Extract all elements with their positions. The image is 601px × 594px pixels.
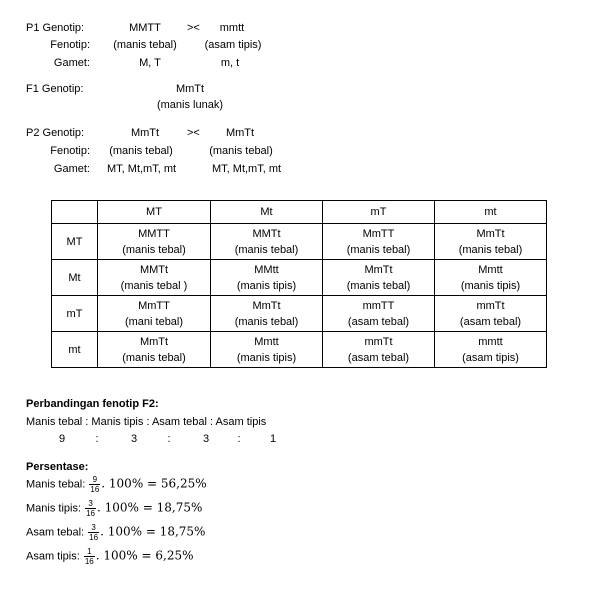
cell-genotype: MMTt <box>139 263 169 276</box>
p2-gamet-label: Gamet: <box>53 163 90 175</box>
percentage-expression: . 100% = 56,25% <box>101 476 207 491</box>
fraction <box>84 547 95 566</box>
percentage-expression: . 100% = 18,75% <box>100 524 206 539</box>
p1-genotip-label: P1 Genotip: <box>26 22 85 34</box>
fraction-denominator: 16 <box>90 485 100 494</box>
cell-genotype: Mmtt <box>254 335 279 348</box>
cell-genotype: MMTT <box>138 227 170 240</box>
table-cell <box>98 260 211 296</box>
f1-genotip-label: F1 Genotip: <box>26 83 84 95</box>
p2-parent2-gamete: MT, Mt,mT, mt <box>212 163 282 175</box>
cell-phenotype: (manis tebal) <box>234 315 299 328</box>
table-cell <box>211 224 323 260</box>
fraction-numerator: 9 <box>89 475 100 485</box>
p1-parent2-phenotype: (asam tipis) <box>204 39 262 51</box>
row-label: mT <box>52 296 98 332</box>
p1-parent1-phenotype: (manis tebal) <box>113 39 177 51</box>
table-corner-cell <box>52 201 98 224</box>
ratio-separator: : <box>95 433 99 445</box>
table-cell <box>435 260 547 296</box>
table-cell <box>211 332 323 368</box>
cell-genotype: mmTt <box>364 335 393 348</box>
p2-parent1-genotype: MmTt <box>130 127 160 139</box>
p2-parent1-gamete: MT, Mt,mT, mt <box>107 163 177 175</box>
p1-fenotip-label: Fenotip: <box>50 39 90 51</box>
table-cell <box>323 296 435 332</box>
p2-parent1-phenotype: (manis tebal) <box>109 145 173 157</box>
cell-phenotype: (asam tebal) <box>347 351 410 364</box>
p1-gamet-label: Gamet: <box>53 57 90 69</box>
cell-phenotype: (manis tipis) <box>236 351 297 364</box>
cell-genotype: mmtt <box>478 335 503 348</box>
table-cell <box>435 224 547 260</box>
table-header: MT <box>98 201 211 224</box>
fraction-denominator: 16 <box>86 509 95 518</box>
persentase-title: Persentase: <box>26 461 89 473</box>
ratio-value: 3 <box>130 433 138 445</box>
cell-genotype: MmTt <box>252 299 281 312</box>
cell-genotype: MmTT <box>362 227 395 240</box>
ratio-categories: Manis tebal : Manis tipis : Asam tebal : Asam tipis <box>26 416 267 428</box>
ratio-value: 9 <box>58 433 66 445</box>
table-row <box>52 296 547 332</box>
p1-parent2-gamete: m, t <box>220 57 240 69</box>
percentage-label: Asam tebal: <box>26 526 85 539</box>
table-cell <box>323 260 435 296</box>
punnett-square <box>51 200 547 368</box>
percentage-label: Asam tipis: <box>26 550 80 563</box>
table-cell <box>435 332 547 368</box>
cell-phenotype: (manis tebal) <box>458 243 523 256</box>
table-cell <box>323 224 435 260</box>
table-cell <box>98 224 211 260</box>
cell-genotype: MMtt <box>254 263 279 276</box>
fraction-numerator: 3 <box>85 499 96 509</box>
table-cell <box>323 332 435 368</box>
percentage-line-manis-tebal <box>26 475 207 494</box>
cell-genotype: mmTt <box>476 299 505 312</box>
f1-phenotype: (manis lunak) <box>156 99 224 111</box>
p1-parent2-genotype: mmtt <box>219 22 245 34</box>
fraction-denominator: 16 <box>89 533 99 542</box>
cell-genotype: mmTT <box>362 299 395 312</box>
p2-cross-symbol: >< <box>187 127 200 139</box>
cell-genotype: MmTt <box>139 335 169 348</box>
row-label: MT <box>52 224 98 260</box>
p2-parent2-phenotype: (manis tebal) <box>209 145 273 157</box>
table-cell <box>211 296 323 332</box>
ratio-value: 1 <box>269 433 277 445</box>
fraction-denominator: 16 <box>84 557 94 566</box>
p1-cross-symbol: >< <box>187 22 200 34</box>
table-row <box>52 332 547 368</box>
table-cell <box>98 332 211 368</box>
fraction <box>88 523 99 542</box>
p1-parent1-genotype: MMTT <box>129 22 161 34</box>
p1-parent1-gamete: M, T <box>139 57 161 69</box>
ratio-value: 3 <box>202 433 210 445</box>
row-label: mt <box>52 332 98 368</box>
table-row <box>52 260 547 296</box>
percentage-label: Manis tipis: <box>26 502 82 515</box>
percentage-label: Manis tebal: <box>26 478 86 491</box>
percentage-line-asam-tipis <box>26 547 194 566</box>
ratio-separator: : <box>237 433 241 445</box>
cell-phenotype: (manis tebal) <box>346 279 411 292</box>
cell-phenotype: (manis tebal) <box>122 243 186 256</box>
percentage-line-manis-tipis <box>26 499 202 518</box>
table-cell <box>435 296 547 332</box>
percentage-line-asam-tebal <box>26 523 205 542</box>
fraction <box>89 475 100 494</box>
ratio-title: Perbandingan fenotip F2: <box>26 398 159 410</box>
p2-fenotip-label: Fenotip: <box>50 145 90 157</box>
cell-phenotype: (asam tebal) <box>459 315 522 328</box>
ratio-separator: : <box>167 433 171 445</box>
f1-genotype: MmTt <box>175 83 205 95</box>
cell-genotype: MmTT <box>138 299 170 312</box>
row-label: Mt <box>52 260 98 296</box>
fraction <box>85 499 96 518</box>
cell-phenotype: (manis tipis) <box>460 279 521 292</box>
table-header: mt <box>435 201 547 224</box>
cell-genotype: MMTt <box>252 227 281 240</box>
cell-phenotype: (mani tebal) <box>124 315 184 328</box>
cell-phenotype: (asam tebal) <box>347 315 410 328</box>
cell-phenotype: (manis tebal) <box>122 351 186 364</box>
table-cell <box>211 260 323 296</box>
percentage-expression: . 100% = 18,75% <box>97 500 203 515</box>
table-cell <box>98 296 211 332</box>
cell-genotype: Mmtt <box>478 263 503 276</box>
table-header-row <box>52 201 547 224</box>
fraction-numerator: 1 <box>84 547 95 557</box>
cell-phenotype: (manis tebal) <box>346 243 411 256</box>
cell-phenotype: (manis tebal) <box>234 243 299 256</box>
fraction-numerator: 3 <box>88 523 99 533</box>
percentage-expression: . 100% = 6,25% <box>95 548 194 563</box>
cell-genotype: MmTt <box>476 227 505 240</box>
p2-parent2-genotype: MmTt <box>225 127 255 139</box>
p2-genotip-label: P2 Genotip: <box>26 127 85 139</box>
cell-phenotype: (manis tebal ) <box>120 279 188 292</box>
table-row <box>52 224 547 260</box>
table-header: mT <box>323 201 435 224</box>
table-header: Mt <box>211 201 323 224</box>
cell-phenotype: (manis tipis) <box>236 279 297 292</box>
cell-phenotype: (asam tipis) <box>462 351 519 364</box>
cell-genotype: MmTt <box>364 263 393 276</box>
